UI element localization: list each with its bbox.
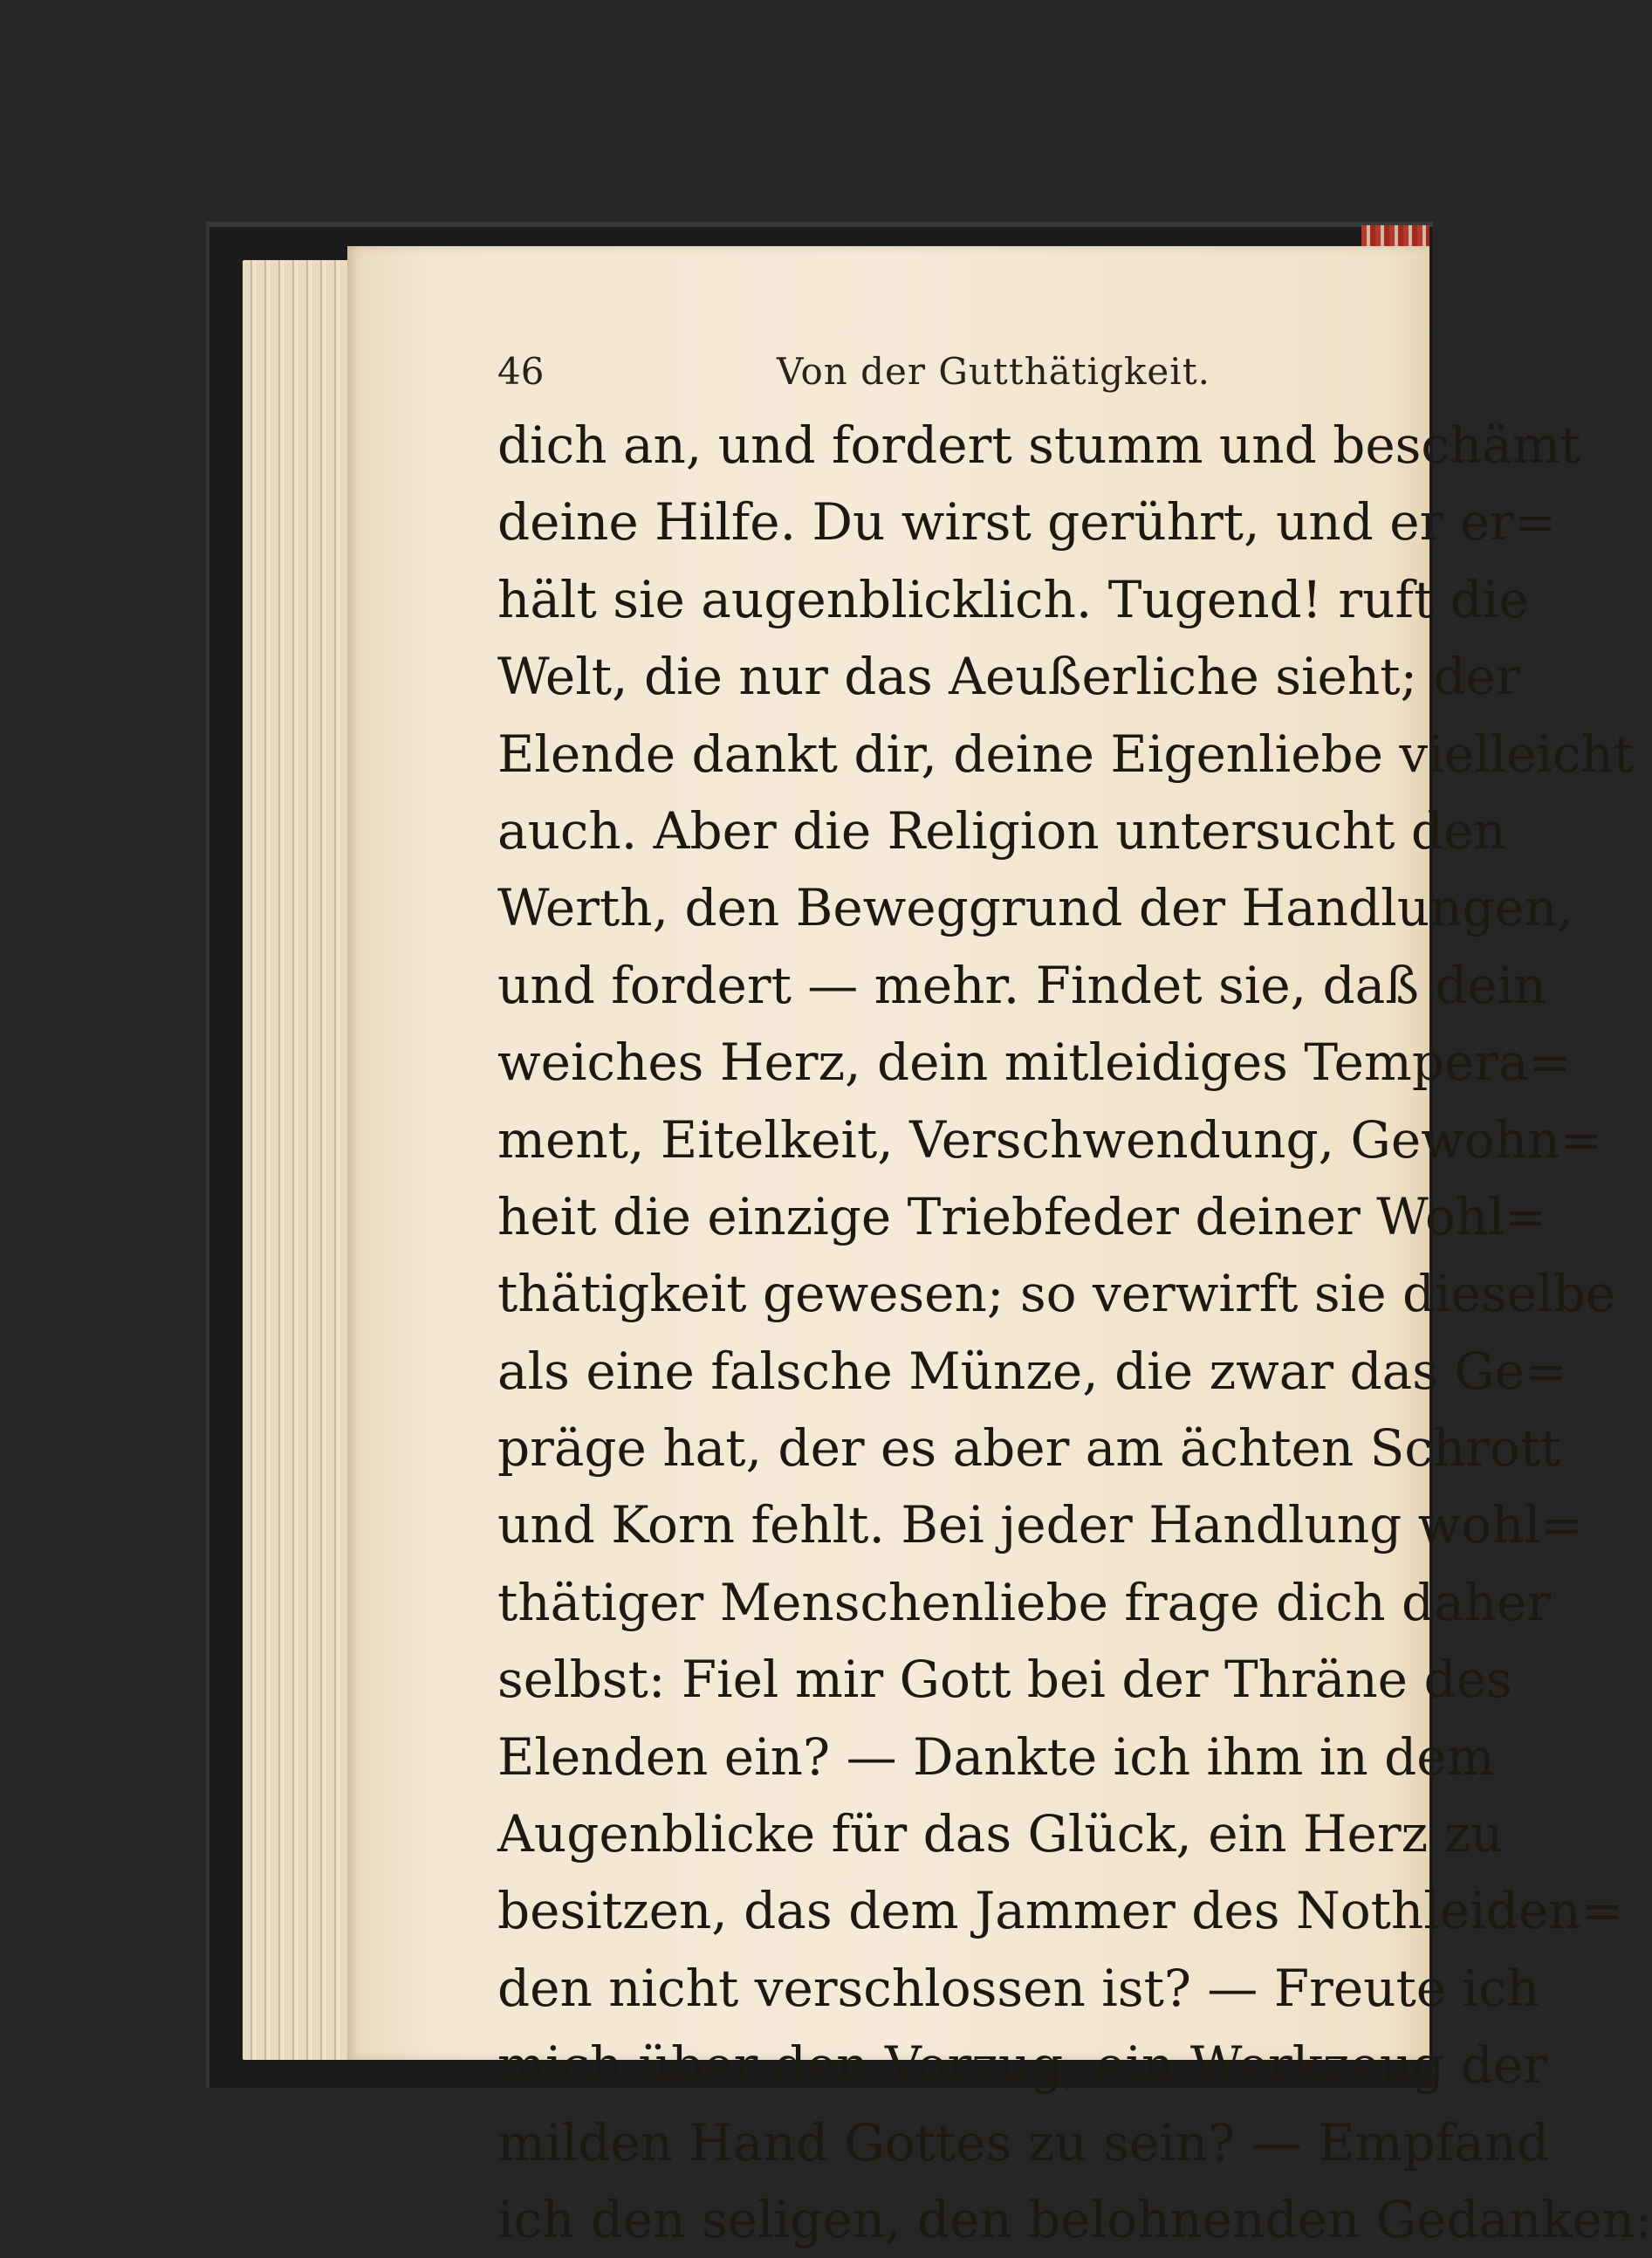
text-line: selbst: Fiel mir Gott bei der Thräne des: [497, 1650, 1512, 1710]
text-line: Welt, die nur das Aeußerliche sieht; der: [497, 647, 1520, 707]
text-line: dich an, und fordert stumm und beschämt: [497, 415, 1581, 475]
page-edges: [243, 260, 356, 2060]
body-text: [497, 407, 1652, 2258]
text-line: ment, Eitelkeit, Verschwendung, Gewohn=: [497, 1109, 1603, 1170]
text-line: präge hat, der es aber am ächten Schrott: [497, 1418, 1561, 1479]
text-line: deine Hilfe. Du wirst gerührt, und er er=: [497, 492, 1557, 552]
text-line: Augenblicke für das Glück, ein Herz zu: [497, 1804, 1504, 1864]
page-number: 46: [497, 350, 545, 393]
text-line: als eine falsche Münze, die zwar das Ge=: [497, 1341, 1567, 1401]
text-line: heit die einzige Triebfeder deiner Wohl=: [497, 1186, 1547, 1246]
text-line: hält sie augenblicklich. Tugend! ruft die: [497, 569, 1529, 629]
text-line: thätiger Menschenliebe frage dich daher: [497, 1572, 1552, 1632]
text-line: den nicht verschlossen ist? — Freute ich: [497, 1958, 1539, 2018]
bookmark-ribbon: [1361, 225, 1429, 248]
text-line: milden Hand Gottes zu sein? — Empfand: [497, 2112, 1550, 2172]
text-line: ich den seligen, den belohnenden Gedanken:: [497, 2189, 1652, 2249]
text-line: besitzen, das dem Jammer des Nothleiden=: [497, 1881, 1624, 1941]
running-head: Von der Gutthätigkeit.: [777, 350, 1210, 393]
text-line: Werth, den Beweggrund der Handlungen,: [497, 878, 1573, 938]
text-line: und Korn fehlt. Bei jeder Handlung wohl=: [497, 1495, 1583, 1555]
page-header: [497, 346, 1396, 398]
text-line: mich über den Vorzug, ein Werkzeug der: [497, 2035, 1547, 2096]
text-line: auch. Aber die Religion untersucht den: [497, 800, 1506, 861]
text-line: Elenden ein? — Dankte ich ihm in dem: [497, 1726, 1495, 1787]
text-line: weiches Herz, dein mitleidiges Tempera=: [497, 1033, 1572, 1093]
text-line: und fordert — mehr. Findet sie, daß dein: [497, 955, 1546, 1015]
text-line: thätigkeit gewesen; so verwirft sie dieselbe: [497, 1264, 1616, 1324]
text-line: Elende dankt dir, deine Eigenliebe vielleicht: [497, 724, 1635, 784]
